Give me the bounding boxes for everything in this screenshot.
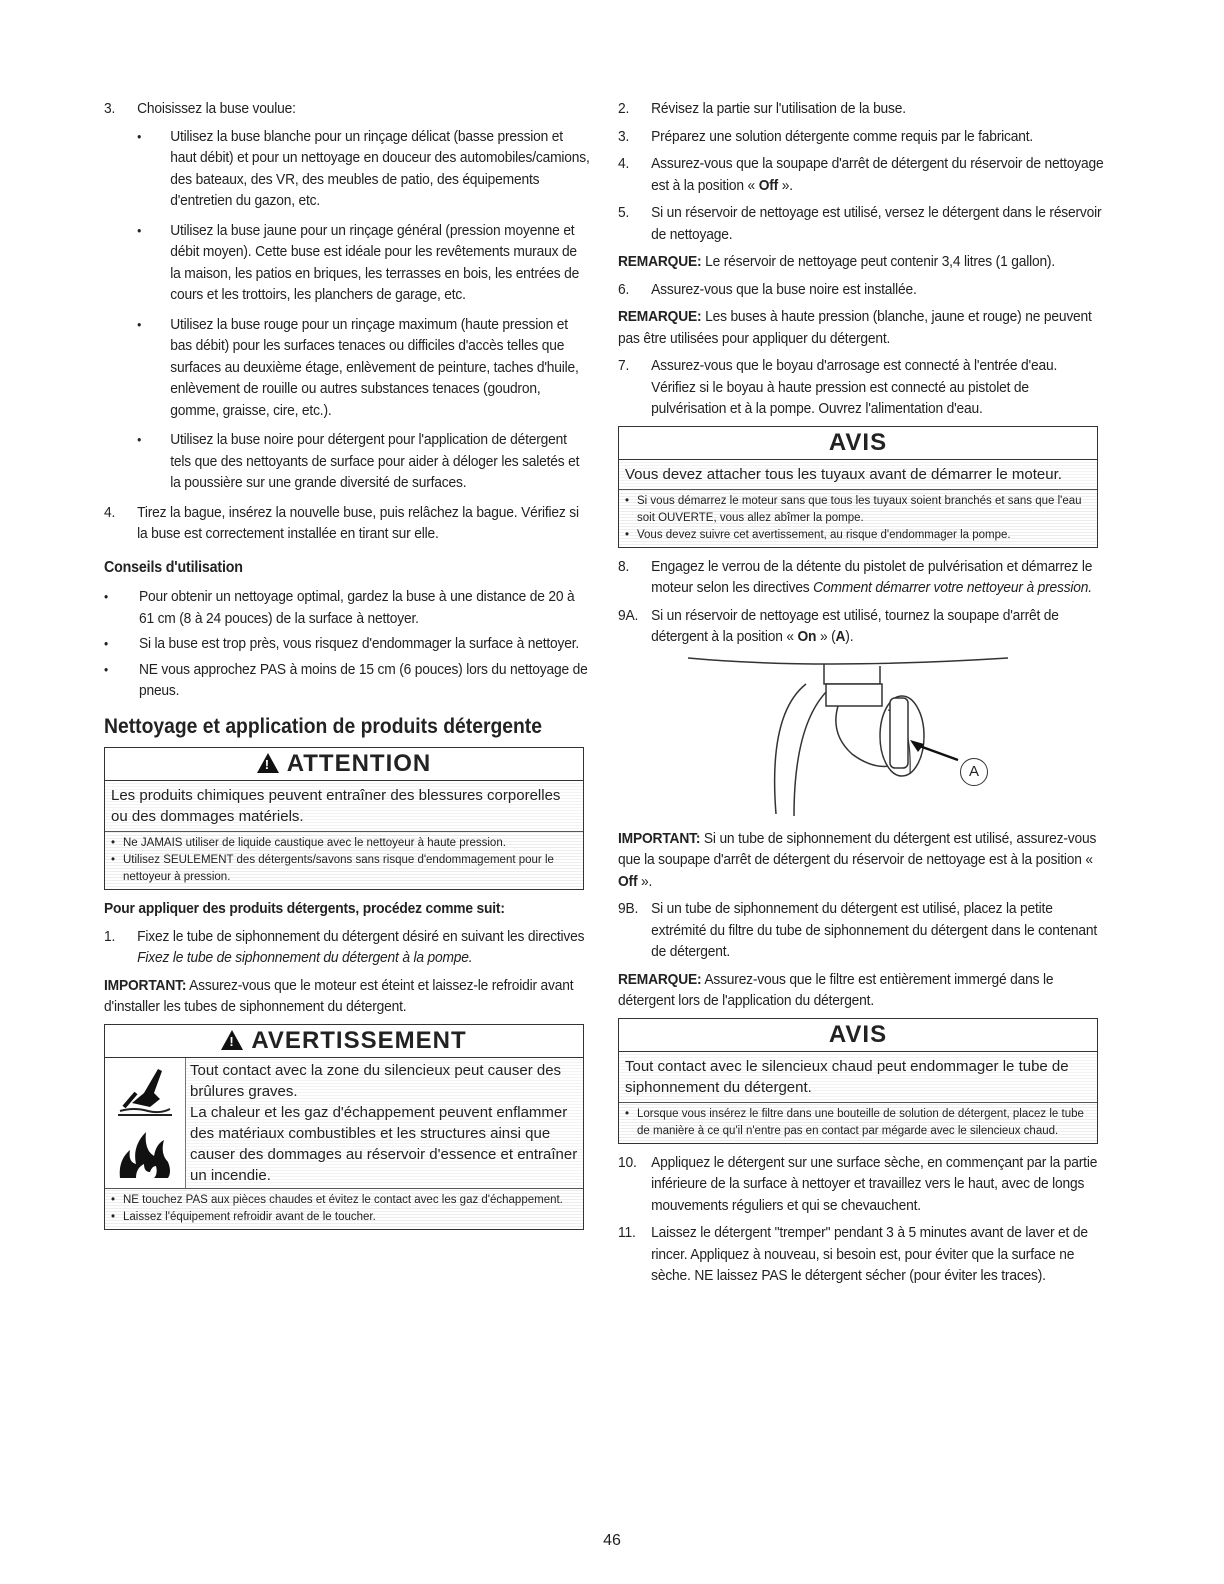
important-note-1: IMPORTANT: Assurez-vous que le moteur est éteint et laissez-le refroidir avant d'installer les tubes de siphonnement du détergent. <box>104 976 574 1015</box>
step-11: 11. Laissez le détergent "tremper" pendant 3 à 5 minutes avant de laver et de rincer. Appliquez à nouveau, si besoin est, pour éviter que la surface ne sèche. NE laissez PAS le détergent sécher (pour éviter les traces). <box>618 1224 1088 1284</box>
tips-heading: Conseils d'utilisation <box>104 558 243 576</box>
avis-main: Tout contact avec le silencieux chaud peut endommager le tube de siphonnement du détergent. <box>619 1052 1097 1103</box>
avertissement-p1: Tout contact avec la zone du silencieux peut causer des brûlures graves. <box>190 1061 562 1100</box>
nozzle-bullet: • Utilisez la buse jaune pour un rinçage général (pression moyenne et débit moyen). Cette buse est idéale pour les revêtements muraux de la maison, les patios en briques, les terrasses en bois, les entrées de cours et les trottoirs, les planchers de garage, etc. <box>137 221 580 303</box>
valve-figure <box>618 654 1106 822</box>
step-9a: 9A. Si un réservoir de nettoyage est utilisé, tournez la soupape d'arrêt de détergent à la position « On » (A). <box>618 606 1059 645</box>
step-6: 6. Assurez-vous que la buse noire est installée. <box>618 280 917 298</box>
step-3: 3. Choisissez la buse voulue: <box>104 100 296 117</box>
important-note-2: IMPORTANT: Si un tube de siphonnement du détergent est utilisé, assurez-vous que la soupape d'arrêt de détergent du réservoir de nettoyage est à la position « Off ». <box>618 829 1097 890</box>
remark-1: REMARQUE: Le réservoir de nettoyage peut contenir 3,4 litres (1 gallon). <box>618 253 1055 270</box>
step-7: 7. Assurez-vous que le boyau d'arrosage est connecté à l'entrée d'eau. Vérifiez si le boyau à haute pression est connecté au pistolet de pulvérisation et à la pompe. Ouvrez l'alimentation d'eau. <box>618 357 1058 417</box>
detergent-valve-illustration <box>618 654 1106 822</box>
tip-item: • Pour obtenir un nettoyage optimal, gardez la buse à une distance de 20 à 61 cm (8 à 24 pouces) de la surface à nettoyer. <box>104 588 575 627</box>
step-8: 8. Engagez le verrou de la détente du pistolet de pulvérisation et démarrez le moteur selon les directives Comment démarrer votre nettoyeur à pression. <box>618 557 1093 596</box>
attention-main: Les produits chimiques peuvent entraîner des blessures corporelles ou des dommages matériels. <box>105 781 583 832</box>
avis-title: AVIS <box>619 427 1097 460</box>
nozzle-bullet: • Utilisez la buse noire pour détergent pour l'application de détergent tels que des nettoyants de surface pour aider à déloger les saletés et la poussière sur une grande diversité de surfaces. <box>137 431 580 491</box>
warning-triangle-icon <box>257 753 279 773</box>
avis-box-2: AVIS Tout contact avec le silencieux chaud peut endommager le tube de siphonnement du détergent. • Lorsque vous insérez le filtre dans une bouteille de solution de détergent, placez le tube de manière à ce qu'il n'entre pas en contact par mégarde avec le silencieux chaud. <box>618 1018 1098 1144</box>
attention-box <box>104 747 584 890</box>
avertissement-title: !AVERTISSEMENT <box>105 1025 583 1058</box>
avis-title: AVIS <box>619 1019 1097 1052</box>
callout-a: A <box>960 758 988 786</box>
left-column <box>104 98 591 1238</box>
step-10: 10. Appliquez le détergent sur une surface sèche, en commençant par la partie inférieure de la surface à nettoyer et travaillez vers le haut, avec de longs mouvements réguliers et qui se chevauchent. <box>618 1153 1098 1214</box>
avis-main: Vous devez attacher tous les tuyaux avant de démarrer le moteur. <box>619 460 1097 490</box>
step-3: 3. Préparez une solution détergente comme requis par le fabricant. <box>618 127 1034 145</box>
tip-item: • NE vous approchez PAS à moins de 15 cm (6 pouces) lors du nettoyage de pneus. <box>104 660 588 699</box>
nozzle-bullet: • Utilisez la buse blanche pour un rinçage délicat (basse pression et haut débit) et pour un nettoyage en douceur des automobiles/camions, des bateaux, des VR, des meubles de patio, des équipements d'entretien du gazon, etc. <box>137 127 590 209</box>
avertissement-p2: La chaleur et les gaz d'échappement peuvent enflammer des matériaux combustibles et les structures ainsi que causer des dommages au réservoir d'essence et entraîner un incendie. <box>190 1103 578 1184</box>
step-5: 5. Si un réservoir de nettoyage est utilisé, versez le détergent dans le réservoir de nettoyage. <box>618 204 1102 243</box>
page-number: 46 <box>603 1532 621 1549</box>
warning-triangle-icon <box>221 1030 243 1050</box>
avertissement-notes: • NE touchez PAS aux pièces chaudes et évitez le contact avec les gaz d'échappement. • Laissez l'équipement refroidir avant de le toucher. <box>105 1189 583 1229</box>
avis-box-1: AVIS Vous devez attacher tous les tuyaux avant de démarrer le moteur. • Si vous démarrez le moteur sans que tous les tuyaux soient branchés et sans que l'eau soit OUVERTE, vous allez abîmer la pompe. • Vous devez suivre cet avertissement, au risque d'endommager la pompe. <box>618 426 1098 548</box>
step-9b: 9B. Si un tube de siphonnement du détergent est utilisé, placez la petite extrémité du filtre du tube de siphonnement du détergent dans le contenant de détergent. <box>618 900 1098 960</box>
right-column <box>618 98 1106 1293</box>
fire-icon <box>114 1124 176 1182</box>
tip-item: • Si la buse est trop près, vous risquez d'endommager la surface à nettoyer. <box>104 635 580 652</box>
avertissement-box <box>104 1024 584 1230</box>
apply-step-1: 1. Fixez le tube de siphonnement du détergent désiré en suivant les directives Fixez le tube de siphonnement du détergent à la pompe. <box>104 927 585 966</box>
apply-heading: Pour appliquer des produits détergents, procédez comme suit: <box>104 900 505 917</box>
hot-surface-icon <box>114 1063 176 1121</box>
attention-notes: • Ne JAMAIS utiliser de liquide caustique avec le nettoyeur à haute pression. • Utilisez SEULEMENT des détergents/savons sans risque d'endommagement pour le nettoyeur à pression. <box>105 832 583 889</box>
remark-3: REMARQUE: Assurez-vous que le filtre est entièrement immergé dans le détergent lors de l'application du détergent. <box>618 970 1054 1009</box>
step-2: 2. Révisez la partie sur l'utilisation de la buse. <box>618 100 906 117</box>
remark-2: REMARQUE: Les buses à haute pression (blanche, jaune et rouge) ne peuvent pas être utilisées pour appliquer du détergent. <box>618 308 1092 347</box>
step-4: 4. Assurez-vous que la soupape d'arrêt de détergent du réservoir de nettoyage est à la position « Off ». <box>618 155 1104 194</box>
attention-title: !ATTENTION <box>105 748 583 781</box>
step-4: 4. Tirez la bague, insérez la nouvelle buse, puis relâchez la bague. Vérifiez si la buse est correctement installée en tirant sur elle. <box>104 503 579 542</box>
section-heading: Nettoyage et application de produits détergente <box>104 714 542 738</box>
nozzle-bullet: • Utilisez la buse rouge pour un rinçage maximum (haute pression et bas débit) pour les surfaces tenaces ou difficiles d'accès telles que surfaces au deuxième étage, enlèvement de peinture, taches d'huile, enlèvement de rouille ou autres substances tenaces (goudron, gomme, graisse, cire, etc.). <box>137 315 579 419</box>
